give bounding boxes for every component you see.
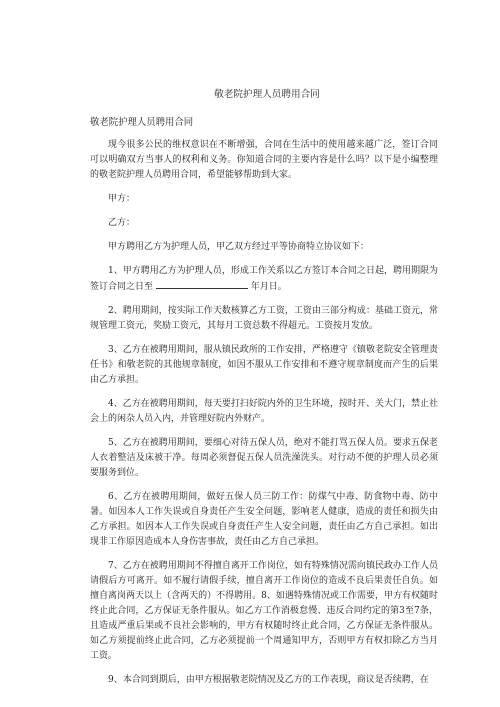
clause-3: 3、乙方在被聘用期间，服从镇民政所的工作安排，严格遵守《镇敬老院安全管理责任书》和敬老院的其他规章制度，如因不服从工作安排和不遵守规章制度而产生的后果由乙方承担。 <box>90 345 438 385</box>
date-blank-line <box>156 279 248 289</box>
document-subtitle: 敬老院护理人员聘用合同 <box>90 117 194 128</box>
clause-7: 7、乙方在被聘用期间不得擅自离开工作岗位，如有特殊情况需向镇民政办工作人员请假后方可离开。如不履行请假手续，擅自离开工作岗位的造成不良后果责任自负。如擅自离岗两天以上（含两天的）不得聘用。8、如遇特殊情况或工作需要，甲方有权随时终止此合同，乙方保证无条件服从。如乙方工作消极怠慢、违反合同约定的第3至7条，且造成严重后果或不良社会影响的，甲方有权随时终止此合同，乙方保证无条件服从。如乙方须提前终止此合同，乙方必须提前一个周通知甲方，否则甲方有权扣除乙方当月工资。 <box>90 561 438 661</box>
intro-paragraph: 现今很多公民的维权意识在不断增强，合同在生活中的使用越来越广泛，签订合同可以明确双方当事人的权利和义务。你知道合同的主要内容是什么吗？以下是小编整理的敬老院护理人员聘用合同，希望能够帮助到大家。 <box>90 140 438 180</box>
clause-1-text: 1、甲方聘用乙方为护理人员，形成工作关系以乙方签订本合同之日起，聘用期限为签订合同之日至 <box>90 266 438 292</box>
party-a-line: 甲方： <box>108 194 136 204</box>
preamble-paragraph: 甲方聘用乙方为护理人员，甲乙双方经过平等协商特立协议如下： <box>108 242 370 252</box>
clause-4: 4、乙方在被聘用期间，每天要打扫好院内外的卫生环境，按时开、关大门，禁止社会上的闲杂人员入内，并管理好院内外财产。 <box>90 399 438 424</box>
clause-9: 9、本合同到期后，由甲方根据敬老院情况及乙方的工作表现，商议是否续聘，在 <box>108 675 429 685</box>
clause-2: 2、聘用期间，按实际工作天数核算乙方工资，工资由三部分构成：基础工资元，常规管理工资元，奖励工资元，其每月工资总数不得超元。工资按月发放。 <box>90 306 438 331</box>
clause-5: 5、乙方在被聘用期间，要细心对待五保人员，绝对不能打骂五保人员。要求五保老人衣着整洁及床被干净。每周必须督促五保人员洗澡洗头。对行动不便的护理人员必须要服务到位。 <box>90 438 438 478</box>
clause-6: 6、乙方在被聘用期间，做好五保人员三防工作：防煤气中毒、防食物中毒、防中暑。如因本人工作失误或自身责任产生安全问题，影响老人健康，造成的责任和损失由乙方承担。如因本人工作失误或自身责任产生人安全问题，责任由乙方自己承担。如出现非工作原因造成本人身伤害事故，责任由乙方自己承担。 <box>90 492 438 547</box>
clause-1 <box>90 264 438 295</box>
clause-1-suffix: 年月日。 <box>250 282 287 292</box>
document-title: 敬老院护理人员聘用合同 <box>214 89 320 100</box>
party-b-line: 乙方： <box>108 218 136 228</box>
